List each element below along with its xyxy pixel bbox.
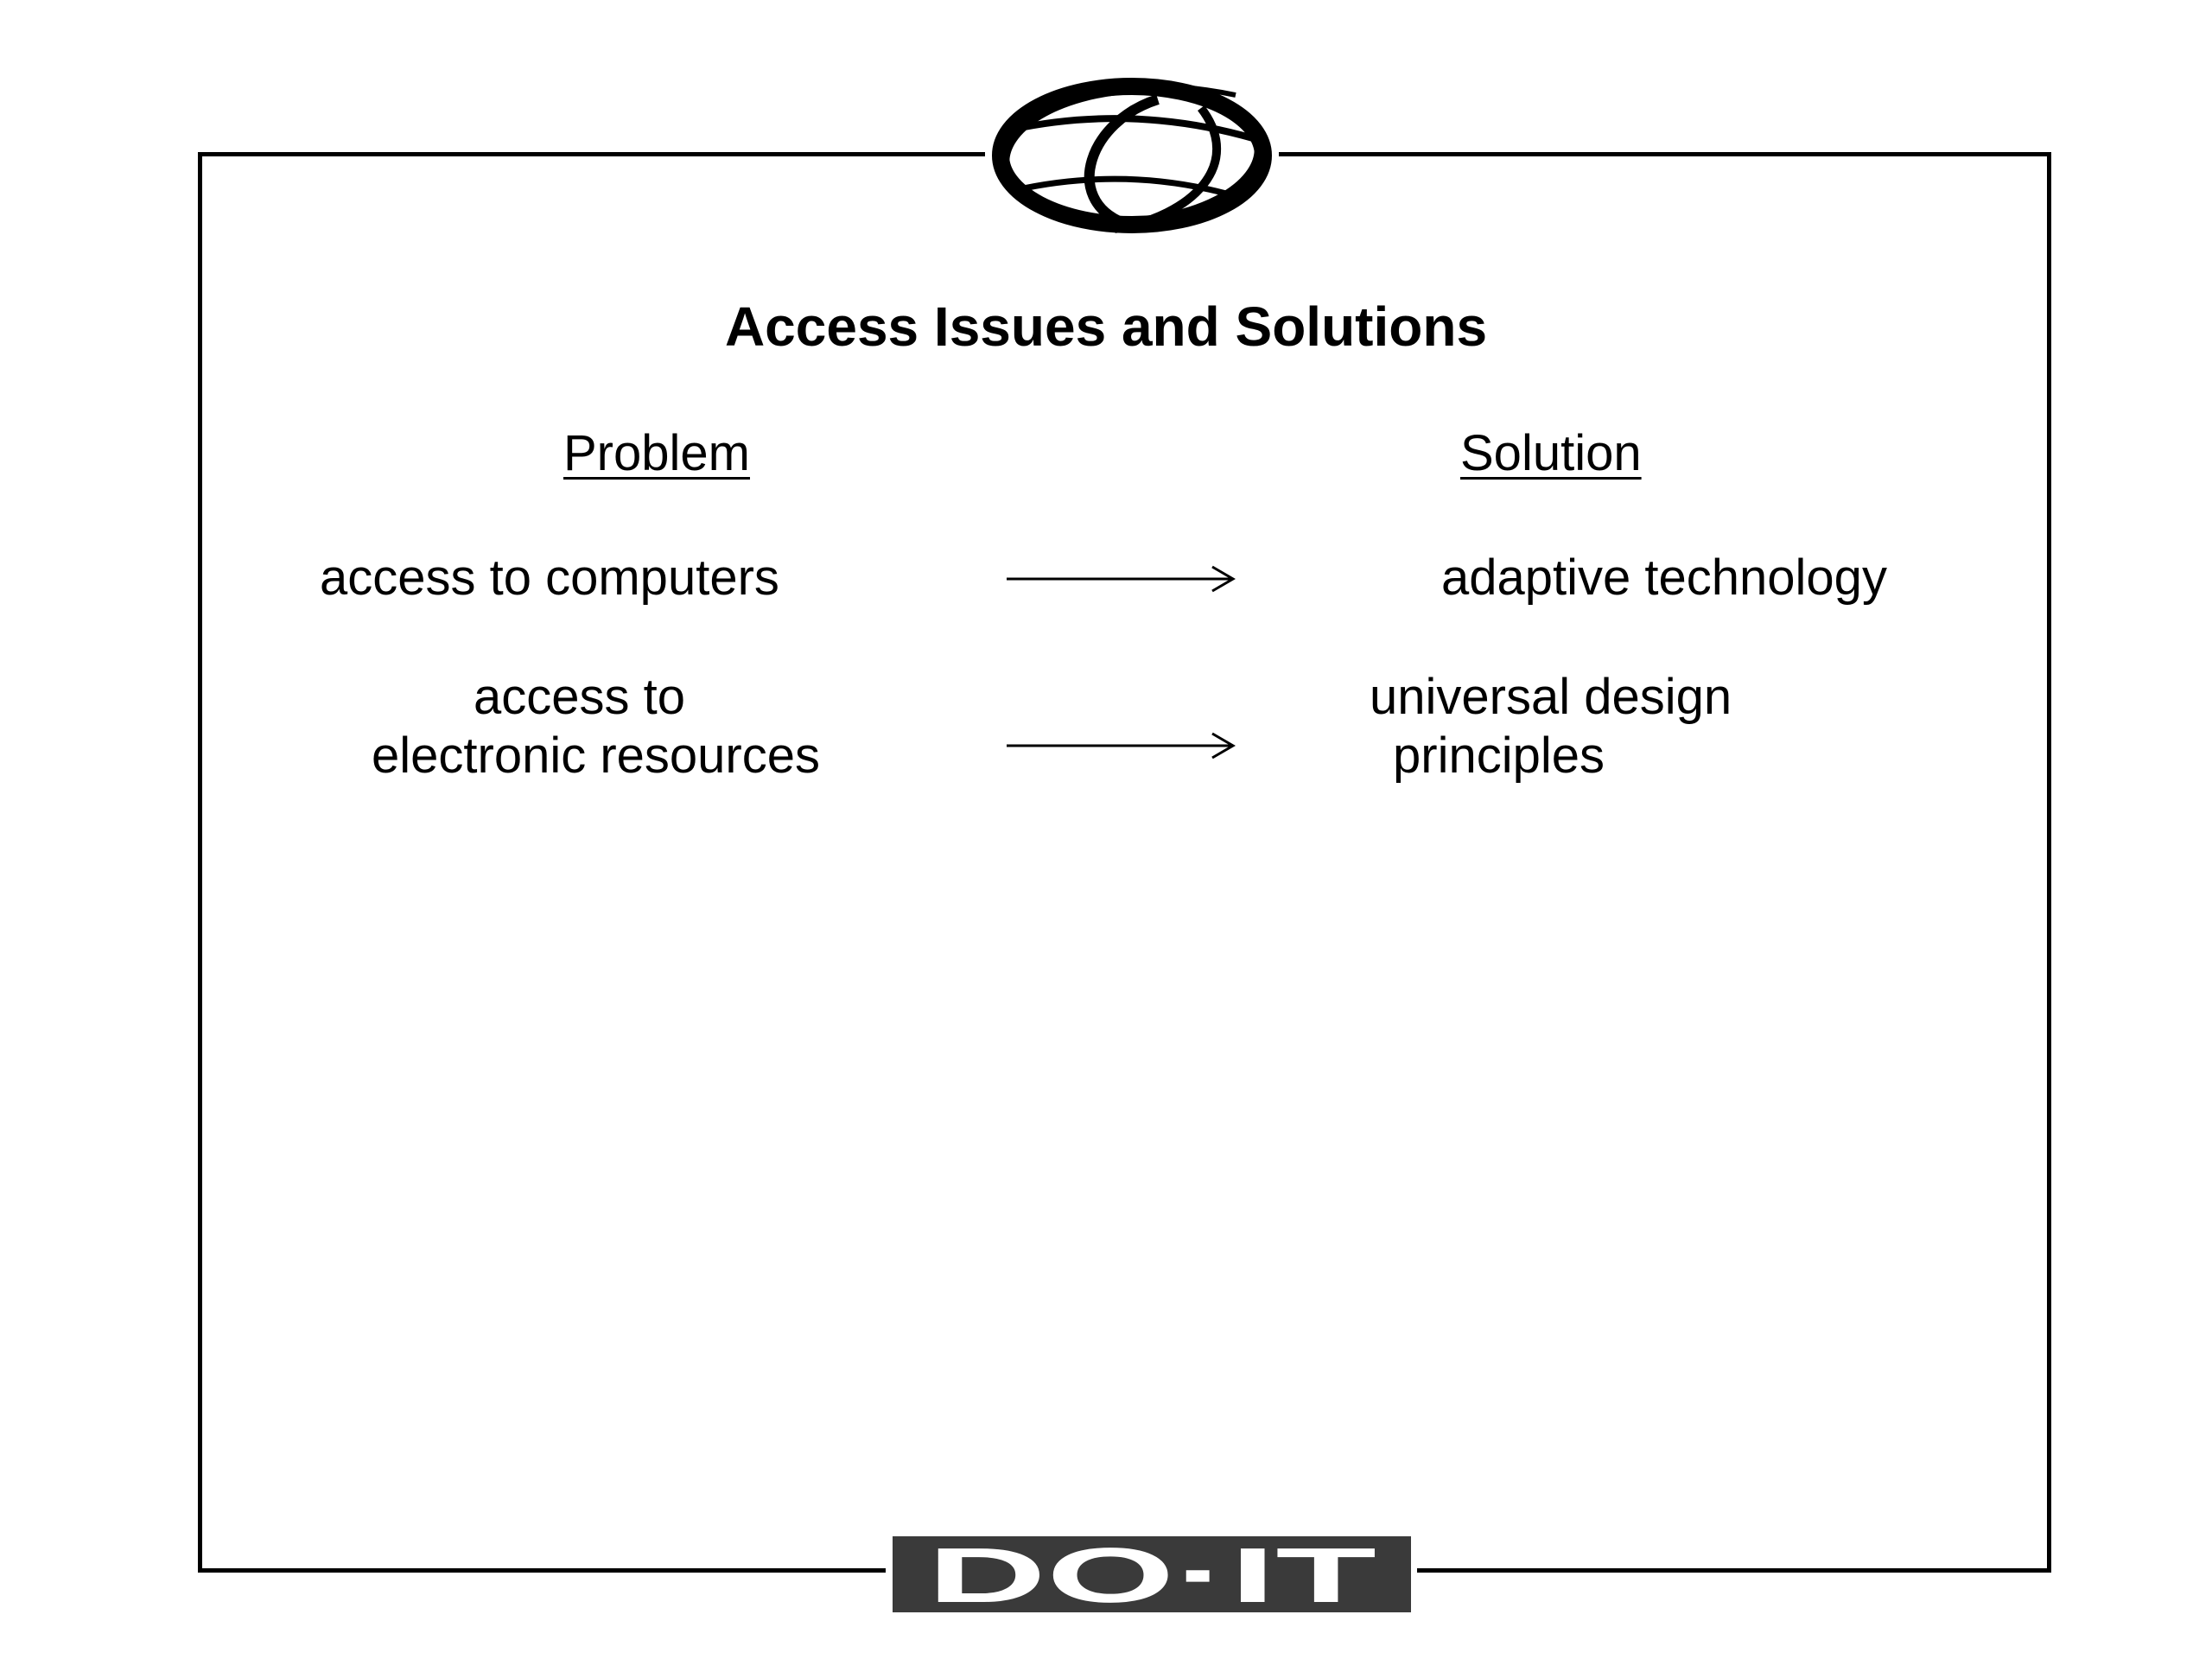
problem-item: access to computers [320,550,779,606]
globe-logo-icon [985,69,1279,242]
solution-item-line2: principles [1393,728,1605,784]
arrow-right-icon [1007,562,1240,596]
doit-logo-text: DO·IT [927,1536,1377,1612]
slide-title: Access Issues and Solutions [724,296,1488,358]
problem-heading: Problem [563,425,750,481]
solution-item: adaptive technology [1441,550,1887,606]
solution-heading: Solution [1460,425,1642,481]
arrow-right-icon [1007,728,1240,763]
problem-item-line1: access to [474,669,685,725]
doit-logo [886,1529,1417,1616]
problem-item-line2: electronic resources [372,728,820,784]
doit-logo-badge [893,1536,1411,1612]
slide-frame [198,152,2051,1573]
solution-item-line1: universal design [1370,669,1732,725]
